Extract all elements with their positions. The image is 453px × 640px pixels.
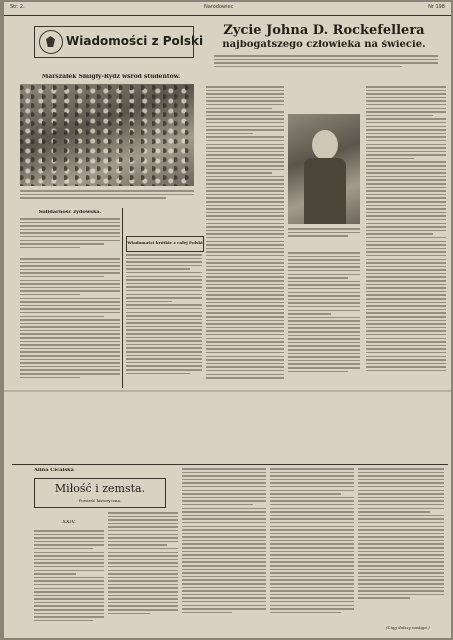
novel-column-5	[358, 468, 444, 624]
article-column-3	[366, 86, 446, 386]
page-header	[4, 2, 451, 16]
eagle-emblem-icon	[39, 30, 63, 54]
novel-title: Miłość i zemsta.	[54, 483, 146, 495]
photo-caption-text	[20, 190, 194, 204]
section-title-1: Solidarność żydowska.	[38, 210, 102, 215]
chapter-number: XXIV.	[62, 520, 76, 525]
novel-author: Alina Cicalska	[34, 468, 74, 473]
photo-headline: Marszałek Śmigły-Rydz wśród studentów.	[41, 74, 181, 80]
article-column-1	[206, 86, 284, 386]
novel-subtitle: Powieść historyczna.	[78, 499, 122, 503]
article-column-2	[288, 252, 360, 386]
rockefeller-photo	[288, 114, 360, 224]
left-column-text	[20, 258, 120, 386]
continuation-note: (Ciąg dalszy nastąpi.)	[386, 626, 430, 630]
novel-title-box	[34, 478, 166, 508]
newspaper-name: Narodowiec	[204, 4, 234, 10]
novel-column-3	[182, 468, 266, 636]
novel-column-4	[270, 468, 354, 636]
novel-column-1	[34, 530, 104, 636]
rockefeller-photo-caption	[288, 228, 360, 246]
students-photo	[20, 84, 194, 186]
masthead-title: Wiadomości z Polski	[66, 35, 204, 48]
short-news-title: Wiadomości krótkie z całej Polski	[127, 241, 203, 245]
section-body-1	[20, 218, 120, 254]
short-news-box	[126, 236, 204, 252]
short-news-text	[126, 254, 202, 388]
newspaper-page	[4, 2, 451, 638]
issue-number: Nr 198	[428, 4, 445, 10]
page-fold	[4, 390, 451, 392]
main-headline-2: najbogatszego człowieka na świecie.	[222, 40, 426, 50]
main-subheadline	[214, 55, 438, 81]
main-headline-1: Życie Johna D. Rockefellera	[223, 24, 425, 38]
polish-news-masthead	[34, 26, 204, 58]
novel-column-2	[108, 512, 178, 636]
page-number: Str. 2.	[10, 4, 25, 10]
